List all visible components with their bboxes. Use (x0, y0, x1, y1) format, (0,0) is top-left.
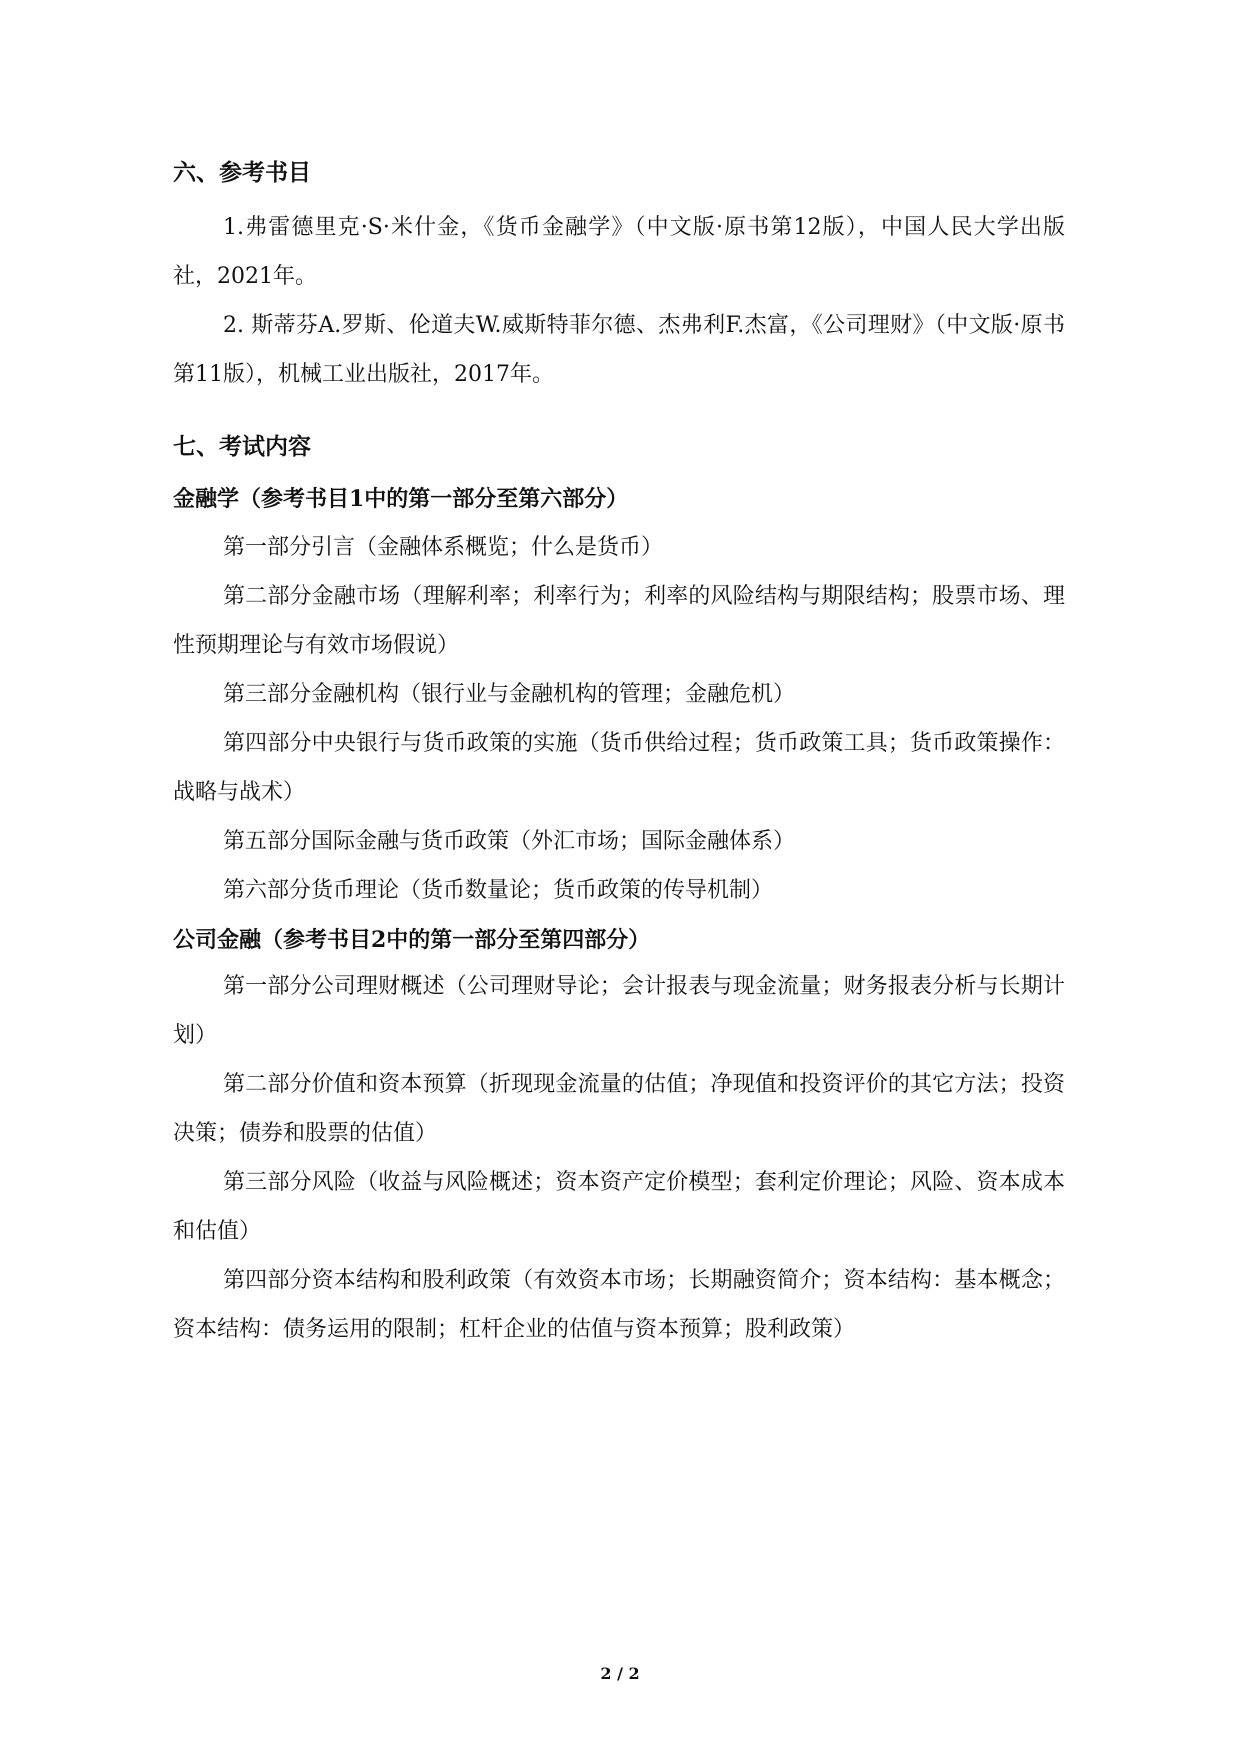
reference-item-2: 2. 斯蒂芬A.罗斯、伦道夫W.威斯特菲尔德、杰弗利F.杰富，《公司理财》（中文版·原书第11版），机械工业出版社，2017年。 (173, 313, 1065, 387)
corporate-part-1: 第一部分公司理财概述（公司理财导论；会计报表与现金流量；财务报表分析与长期计划） (173, 974, 1065, 1048)
section-heading-exam-content: 七、考试内容 (173, 433, 311, 460)
finance-part-5: 第五部分国际金融与货币政策（外汇市场；国际金融体系） (223, 829, 796, 854)
reference-item-1: 1.弗雷德里克·S·米什金，《货币金融学》（中文版·原书第12版），中国人民大学出版社，2021年。 (173, 215, 1065, 289)
corporate-part-2: 第二部分价值和资本预算（折现现金流量的估值；净现值和投资评价的其它方法；投资决策；债券和股票的估值） (173, 1072, 1065, 1146)
finance-part-2: 第二部分金融市场（理解利率；利率行为；利率的风险结构与期限结构；股票市场、理性预期理论与有效市场假说） (173, 584, 1065, 658)
corporate-part-4: 第四部分资本结构和股利政策（有效资本市场；长期融资简介；资本结构：基本概念；资本结构：债务运用的限制；杠杆企业的估值与资本预算；股利政策） (173, 1268, 1065, 1342)
finance-part-1: 第一部分引言（金融体系概览；什么是货币） (223, 535, 664, 560)
corporate-part-3: 第三部分风险（收益与风险概述；资本资产定价模型；套利定价理论；风险、资本成本和估值） (173, 1170, 1065, 1244)
section-heading-references: 六、参考书目 (173, 159, 311, 186)
subheading-corporate-finance: 公司金融（参考书目2中的第一部分至第四部分） (173, 927, 651, 953)
subheading-finance: 金融学（参考书目1中的第一部分至第六部分） (173, 486, 629, 512)
finance-part-3: 第三部分金融机构（银行业与金融机构的管理；金融危机） (223, 682, 796, 707)
finance-part-4: 第四部分中央银行与货币政策的实施（货币供给过程；货币政策工具；货币政策操作：战略与战术） (173, 731, 1065, 805)
page-number: 2 / 2 (600, 1664, 640, 1683)
finance-part-6: 第六部分货币理论（货币数量论；货币政策的传导机制） (223, 878, 774, 903)
